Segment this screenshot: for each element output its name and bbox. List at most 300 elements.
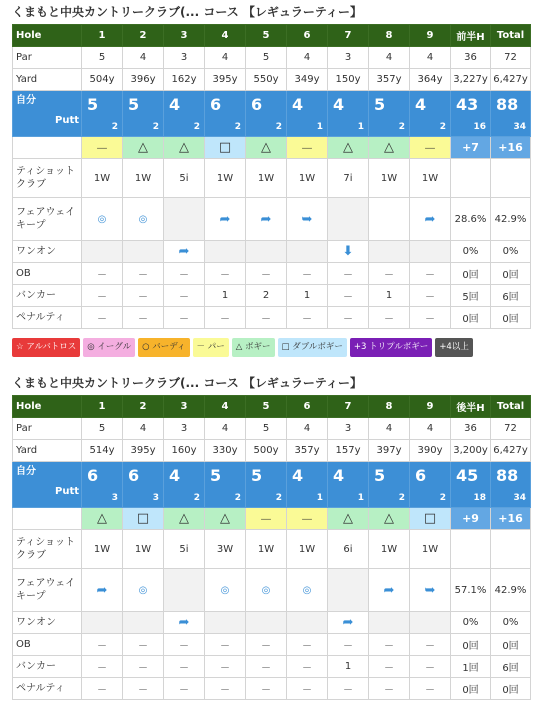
cell: 5 (246, 47, 287, 69)
fairway-miss-arrow-icon: ➦ (96, 582, 108, 598)
cell: 349y (287, 69, 328, 91)
club-cell: 1W (287, 159, 328, 198)
stroke-count: 5 (374, 466, 386, 485)
cell: 1 (369, 285, 410, 307)
score-cell (82, 462, 123, 508)
half-cell: 1回 (451, 656, 491, 678)
club-cell: 1W (369, 530, 410, 569)
putt-count: 2 (111, 122, 118, 132)
cell: － (328, 678, 369, 700)
fairway-hit-icon: ◎ (261, 584, 271, 596)
total-cell: 0% (491, 612, 531, 634)
row-label: バンカー (13, 656, 82, 678)
cell: － (82, 678, 123, 700)
cell: － (82, 634, 123, 656)
cell: － (246, 634, 287, 656)
score-row (13, 91, 531, 137)
fairway-hit-icon: ◎ (97, 213, 107, 225)
half-cell: 5回 (451, 285, 491, 307)
hole-number: 6 (287, 396, 328, 418)
total-cell: 0回 (491, 634, 531, 656)
legend-item: +3 トリプルボギー (350, 338, 432, 357)
cell: － (82, 656, 123, 678)
one-on-cell (123, 612, 164, 634)
tee-club-row (13, 159, 531, 198)
half-cell: 0回 (451, 678, 491, 700)
club-cell: 1W (123, 159, 164, 198)
one-on-cell (328, 241, 369, 263)
result-symbol: △ (164, 508, 205, 530)
total-cell: 42.9% (491, 198, 531, 241)
stroke-count: 88 (496, 466, 519, 485)
one-on-cell (205, 241, 246, 263)
cell: － (328, 307, 369, 329)
scorecard-table (12, 24, 531, 329)
score-label-cell (13, 91, 82, 137)
club-cell: 6i (328, 530, 369, 569)
row-label: OB (13, 263, 82, 285)
total-cell: 0回 (491, 263, 531, 285)
row-label: バンカー (13, 285, 82, 307)
half-cell: 3,200y (451, 440, 491, 462)
one-on-arrow-icon: ➦ (178, 615, 190, 630)
cell: 5 (82, 418, 123, 440)
total-cell: 6回 (491, 656, 531, 678)
half-cell: 28.6% (451, 198, 491, 241)
putt-label: Putt (55, 486, 80, 497)
result-symbol: □ (205, 137, 246, 159)
score-cell (246, 91, 287, 137)
over-par-total: +16 (491, 508, 531, 530)
hole-number: 2 (123, 396, 164, 418)
hole-number: 1 (82, 25, 123, 47)
course-title: くまもと中央カントリークラブ(... コース 【レギュラーティー】 (12, 5, 362, 19)
cell: 1 (328, 656, 369, 678)
fairway-hit-icon: ◎ (220, 584, 230, 596)
row-label: ティショット クラブ (13, 530, 82, 569)
cell: － (287, 263, 328, 285)
club-cell: 3W (205, 530, 246, 569)
half-cell: 0% (451, 612, 491, 634)
cell: 162y (164, 69, 205, 91)
hole-number: 5 (246, 396, 287, 418)
cell: 150y (328, 69, 369, 91)
hole-number: 9 (410, 396, 451, 418)
club-cell: 1W (369, 159, 410, 198)
cell: 4 (123, 418, 164, 440)
fairway-cell (328, 569, 369, 612)
half-cell (451, 530, 491, 569)
hole-number: 9 (410, 25, 451, 47)
putt-count: 2 (234, 493, 241, 503)
cell: 330y (205, 440, 246, 462)
fairway-row (13, 198, 531, 241)
cell: 3 (164, 47, 205, 69)
fairway-cell (82, 198, 123, 241)
club-cell: 5i (164, 159, 205, 198)
half-label: 前半H (451, 25, 491, 47)
legend-item: ☆ アルバトロス (12, 338, 80, 357)
header-row (13, 25, 531, 47)
stroke-count: 6 (210, 95, 222, 114)
stroke-count: 4 (292, 466, 304, 485)
fairway-cell (164, 569, 205, 612)
club-cell: 1W (82, 159, 123, 198)
scorecard-table (12, 395, 531, 700)
cell: 397y (369, 440, 410, 462)
putt-count: 2 (152, 122, 159, 132)
score-row (13, 462, 531, 508)
fairway-cell (205, 569, 246, 612)
half-cell: 0回 (451, 634, 491, 656)
result-symbol: － (246, 508, 287, 530)
stroke-count: 6 (128, 466, 140, 485)
one-on-row (13, 241, 531, 263)
cell: － (369, 678, 410, 700)
total-cell: 6,427y (491, 440, 531, 462)
cell: － (287, 678, 328, 700)
result-symbol: － (410, 137, 451, 159)
half-cell: 36 (451, 47, 491, 69)
score-cell (369, 91, 410, 137)
yard-row (13, 69, 531, 91)
score-cell (123, 462, 164, 508)
cell: － (164, 307, 205, 329)
cell: － (205, 307, 246, 329)
cell: － (246, 656, 287, 678)
stroke-count: 5 (87, 95, 99, 114)
cell: － (246, 263, 287, 285)
score-cell (328, 91, 369, 137)
hole-number: 3 (164, 25, 205, 47)
half-cell: 0回 (451, 307, 491, 329)
cell: － (164, 263, 205, 285)
cell: － (410, 656, 451, 678)
cell: 160y (164, 440, 205, 462)
cell: 1 (205, 285, 246, 307)
cell: － (287, 656, 328, 678)
score-cell (246, 462, 287, 508)
cell: 4 (205, 47, 246, 69)
cell: － (410, 285, 451, 307)
putt-count: 2 (439, 493, 446, 503)
one-on-cell (369, 612, 410, 634)
cell: 4 (287, 47, 328, 69)
cell: 1 (287, 285, 328, 307)
cell: － (123, 307, 164, 329)
total-cell: 6回 (491, 285, 531, 307)
half-cell: 3,227y (451, 69, 491, 91)
club-cell: 1W (205, 159, 246, 198)
half-cell: 0回 (451, 263, 491, 285)
row-label-empty (13, 508, 82, 530)
cell: － (328, 285, 369, 307)
result-symbol: △ (369, 137, 410, 159)
fairway-cell (164, 198, 205, 241)
putt-count: 1 (316, 493, 323, 503)
score-cell (287, 462, 328, 508)
par-row (13, 418, 531, 440)
stroke-count: 4 (333, 466, 345, 485)
club-cell: 1W (410, 159, 451, 198)
cell: － (287, 307, 328, 329)
row-label: Par (13, 418, 82, 440)
cell: － (205, 678, 246, 700)
putt-count: 2 (234, 122, 241, 132)
hole-number: 4 (205, 396, 246, 418)
half-label: 後半H (451, 396, 491, 418)
fairway-cell (369, 569, 410, 612)
row-label: ティショット クラブ (13, 159, 82, 198)
cell: － (410, 678, 451, 700)
score-cell (287, 91, 328, 137)
one-on-cell (287, 241, 328, 263)
fairway-miss-arrow-icon: ➦ (424, 211, 436, 227)
score-cell (123, 91, 164, 137)
stroke-count: 5 (251, 466, 263, 485)
over-par-half: +7 (451, 137, 491, 159)
cell: － (123, 656, 164, 678)
putt-count: 3 (152, 493, 159, 503)
fairway-hit-icon: ◎ (302, 584, 312, 596)
legend-item: － パー (193, 338, 229, 357)
cell: － (410, 634, 451, 656)
row-label: Yard (13, 440, 82, 462)
cell: － (369, 656, 410, 678)
putt-count: 2 (398, 122, 405, 132)
row-label-empty (13, 137, 82, 159)
cell: － (164, 285, 205, 307)
cell: － (328, 263, 369, 285)
cell: 4 (369, 47, 410, 69)
fairway-row (13, 569, 531, 612)
hole-number: 7 (328, 25, 369, 47)
total-cell (491, 530, 531, 569)
half-cell (451, 159, 491, 198)
half-cell: 57.1% (451, 569, 491, 612)
result-symbol: △ (328, 137, 369, 159)
cell: － (410, 307, 451, 329)
fairway-cell (205, 198, 246, 241)
legend-item: ◎ イーグル (83, 338, 135, 357)
hole-number: 8 (369, 25, 410, 47)
over-par-half: +9 (451, 508, 491, 530)
putt-count: 1 (357, 493, 364, 503)
one-on-cell (246, 241, 287, 263)
cell: － (369, 634, 410, 656)
cell: － (123, 678, 164, 700)
one-on-cell (410, 241, 451, 263)
one-on-cell (246, 612, 287, 634)
cell: － (123, 634, 164, 656)
total-label: Total (491, 396, 531, 418)
stroke-count: 88 (496, 95, 519, 114)
cell: － (369, 307, 410, 329)
cell: 5 (246, 418, 287, 440)
cell: 550y (246, 69, 287, 91)
stroke-count: 43 (456, 95, 479, 114)
score-label-cell (13, 462, 82, 508)
legend-item: +4以上 (435, 338, 473, 357)
cell: 3 (328, 418, 369, 440)
putt-count: 2 (193, 122, 200, 132)
club-cell: 1W (82, 530, 123, 569)
ob-row (13, 263, 531, 285)
one-on-cell (164, 241, 205, 263)
bunker-row (13, 285, 531, 307)
hole-number: 6 (287, 25, 328, 47)
fairway-miss-arrow-icon: ➥ (424, 582, 436, 598)
club-cell: 1W (287, 530, 328, 569)
legend-item: ○ バーディ (138, 338, 189, 357)
result-symbol: △ (123, 137, 164, 159)
hole-number: 2 (123, 25, 164, 47)
result-symbol: △ (328, 508, 369, 530)
result-symbol: － (287, 508, 328, 530)
stroke-count: 45 (456, 466, 479, 485)
cell: 2 (246, 285, 287, 307)
fairway-cell (246, 569, 287, 612)
hole-number: 4 (205, 25, 246, 47)
cell: 157y (328, 440, 369, 462)
one-on-arrow-icon: ➦ (342, 615, 354, 630)
stroke-count: 4 (333, 95, 345, 114)
cell: 500y (246, 440, 287, 462)
score-cell (164, 91, 205, 137)
yard-row (13, 440, 531, 462)
result-symbol: － (287, 137, 328, 159)
cell: 4 (410, 418, 451, 440)
one-on-cell (369, 241, 410, 263)
fairway-miss-arrow-icon: ➦ (260, 211, 272, 227)
fairway-cell (246, 198, 287, 241)
cell: 4 (123, 47, 164, 69)
row-label: ペナルティ (13, 307, 82, 329)
course-title: くまもと中央カントリークラブ(... コース 【レギュラーティー】 (12, 376, 362, 390)
half-cell: 36 (451, 418, 491, 440)
hole-number: 7 (328, 396, 369, 418)
total-cell: 0回 (491, 307, 531, 329)
fairway-miss-arrow-icon: ➥ (301, 211, 313, 227)
one-on-cell (328, 612, 369, 634)
hole-number: 3 (164, 396, 205, 418)
result-symbol: △ (164, 137, 205, 159)
penalty-row (13, 307, 531, 329)
cell: － (82, 307, 123, 329)
row-label: Par (13, 47, 82, 69)
fairway-hit-icon: ◎ (138, 584, 148, 596)
total-cell: 72 (491, 418, 531, 440)
header-row (13, 396, 531, 418)
score-cell (410, 91, 451, 137)
result-symbol-row (13, 508, 531, 530)
putt-count: 2 (275, 493, 282, 503)
cell: － (246, 307, 287, 329)
one-on-arrow-icon: ⬇ (342, 244, 354, 259)
one-on-cell (205, 612, 246, 634)
cell: 357y (369, 69, 410, 91)
cell: － (205, 634, 246, 656)
club-cell: 1W (246, 159, 287, 198)
result-symbol: － (82, 137, 123, 159)
total-cell: 6,427y (491, 69, 531, 91)
putt-count: 34 (513, 493, 526, 503)
stroke-count: 4 (292, 95, 304, 114)
legend-item: □ ダブルボギー (278, 338, 347, 357)
fairway-cell (82, 569, 123, 612)
tee-club-row (13, 530, 531, 569)
fairway-hit-icon: ◎ (138, 213, 148, 225)
total-cell: 72 (491, 47, 531, 69)
fairway-cell (287, 198, 328, 241)
row-label: フェアウェイ キープ (13, 198, 82, 241)
putt-count: 16 (473, 122, 486, 132)
fairway-cell (287, 569, 328, 612)
cell: － (164, 678, 205, 700)
stroke-count: 5 (210, 466, 222, 485)
row-label: Hole (13, 396, 82, 418)
result-symbol-row (13, 137, 531, 159)
total-cell: 42.9% (491, 569, 531, 612)
stroke-count: 4 (169, 466, 181, 485)
row-label: OB (13, 634, 82, 656)
legend-item: △ ボギー (232, 338, 275, 357)
score-cell (205, 462, 246, 508)
hole-number: 1 (82, 396, 123, 418)
one-on-cell (164, 612, 205, 634)
hole-number: 5 (246, 25, 287, 47)
cell: － (205, 263, 246, 285)
score-label: 自分 (16, 466, 36, 477)
ob-row (13, 634, 531, 656)
putt-count: 1 (316, 122, 323, 132)
cell: － (164, 656, 205, 678)
putt-count: 18 (473, 493, 486, 503)
putt-count: 2 (398, 493, 405, 503)
one-on-row (13, 612, 531, 634)
putt-count: 2 (439, 122, 446, 132)
cell: 364y (410, 69, 451, 91)
fairway-cell (123, 198, 164, 241)
score-cell (451, 91, 491, 137)
cell: 396y (123, 69, 164, 91)
score-cell (491, 462, 531, 508)
cell: 395y (205, 69, 246, 91)
cell: － (82, 263, 123, 285)
par-row (13, 47, 531, 69)
fairway-cell (410, 198, 451, 241)
cell: 4 (410, 47, 451, 69)
putt-count: 2 (275, 122, 282, 132)
stroke-count: 5 (374, 95, 386, 114)
row-label: ワンオン (13, 612, 82, 634)
score-cell (328, 462, 369, 508)
stroke-count: 4 (415, 95, 427, 114)
cell: － (82, 285, 123, 307)
score-cell (164, 462, 205, 508)
total-cell (491, 159, 531, 198)
cell: － (123, 263, 164, 285)
cell: 4 (205, 418, 246, 440)
putt-count: 1 (357, 122, 364, 132)
over-par-total: +16 (491, 137, 531, 159)
cell: － (123, 285, 164, 307)
one-on-cell (123, 241, 164, 263)
one-on-arrow-icon: ➦ (178, 244, 190, 259)
fairway-cell (410, 569, 451, 612)
score-label: 自分 (16, 95, 36, 106)
score-legend (12, 338, 538, 357)
